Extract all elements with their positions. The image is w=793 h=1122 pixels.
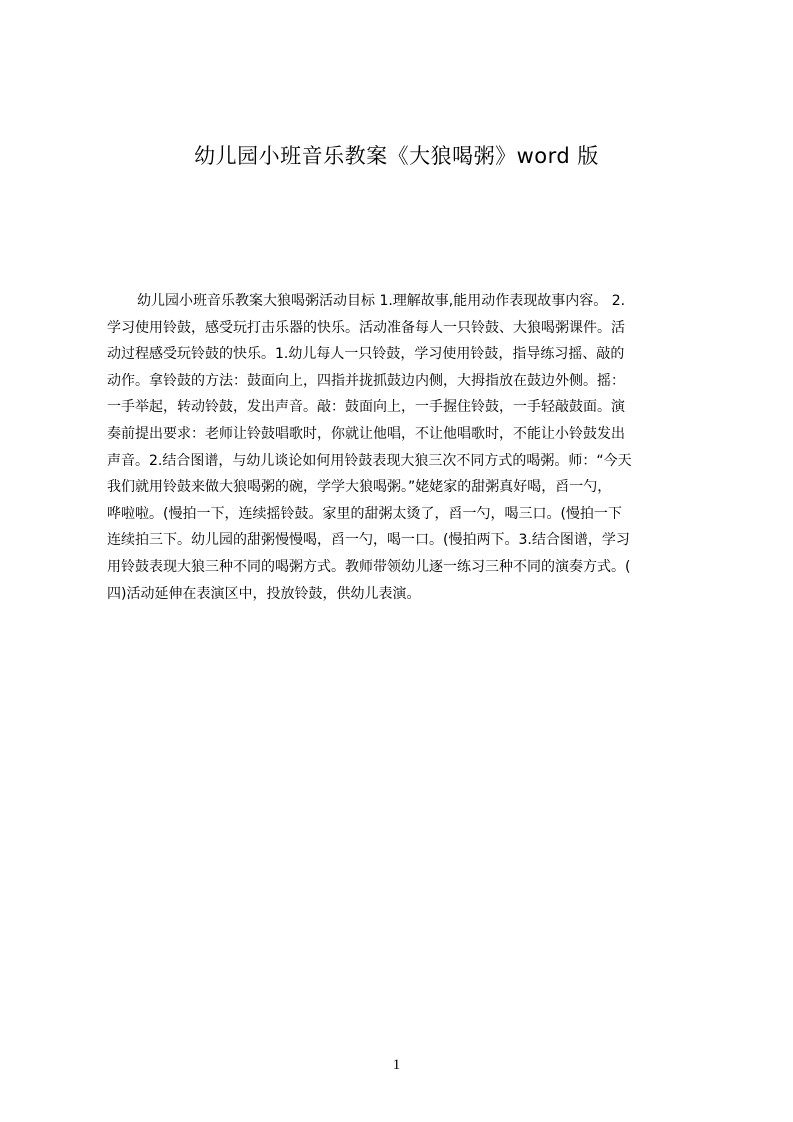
body-line-12: 四)活动延伸在表演区中，投放铃鼓，供幼儿表演。: [107, 585, 421, 602]
body-line-4: 动作。拿铃鼓的方法：鼓面向上，四指并拢抓鼓边内侧，大拇指放在鼓边外侧。摇：: [107, 372, 625, 389]
document-title: 幼儿园小班音乐教案《大狼喝粥》word 版: [194, 144, 599, 168]
page-number: 1: [392, 1057, 401, 1073]
body-line-3: 动过程感受玩铃鼓的快乐。1.幼儿每人一只铃鼓，学习使用铃鼓，指导练习摇、敲的: [107, 346, 625, 363]
body-line-11: 用铃鼓表现大狼三种不同的喝粥方式。教师带领幼儿逐一练习三种不同的演奏方式。(: [107, 558, 631, 575]
body-line-1: 幼儿园小班音乐教案大狼喝粥活动目标 1.理解故事,能用动作表现故事内容。 2.: [137, 293, 626, 309]
body-line-5: 一手举起，转动铃鼓，发出声音。敲：鼓面向上，一手握住铃鼓，一手轻敲鼓面。演: [107, 399, 625, 416]
body-line-10: 连续拍三下。幼儿园的甜粥慢慢喝，舀一勺，喝一口。(慢拍两下。3.结合图谱，学习: [107, 532, 630, 549]
body-line-9: 哗啦啦。(慢拍一下，连续摇铃鼓。家里的甜粥太烫了，舀一勺，喝三口。(慢拍一下: [107, 505, 622, 522]
document-body: [107, 288, 697, 607]
body-line-7: 声音。2.结合图谱，与幼儿谈论如何用铃鼓表现大狼三次不同方式的喝粥。师：“今天: [107, 452, 632, 469]
body-line-8: 我们就用铃鼓来做大狼喝粥的碗，学学大狼喝粥。”姥姥家的甜粥真好喝，舀一勺，: [107, 479, 612, 496]
body-line-2: 学习使用铃鼓，感受玩打击乐器的快乐。活动准备每人一只铃鼓、大狼喝粥课件。活: [107, 319, 625, 336]
body-line-6: 奏前提出要求：老师让铃鼓唱歌时，你就让他唱，不让他唱歌时，不能让小铃鼓发出: [107, 425, 625, 442]
